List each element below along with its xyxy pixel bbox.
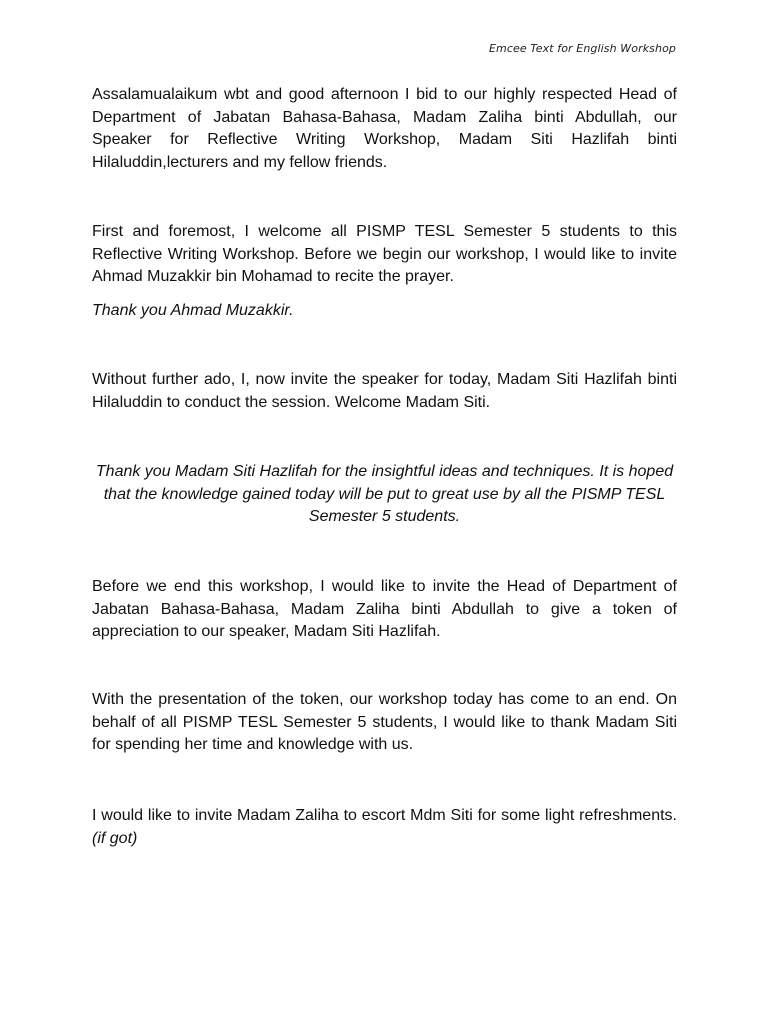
thanks-prayer-paragraph: Thank you Ahmad Muzakkir. [92,302,294,319]
invite-speaker-paragraph: Without further ado, I, now invite the speaker for today, Madam Siti Hazlifah binti Hilaluddin to conduct the session. Welcome Madam Siti. [92,371,677,411]
thanks-speaker-paragraph: Thank you Madam Siti Hazlifah for the insightful ideas and techniques. It is hoped that the knowledge gained today will be put to great use by all the PISMP TESL Semester 5 students. [95,463,674,525]
greeting-paragraph: Assalamualaikum wbt and good afternoon I bid to our highly respected Head of Department of Jabatan Bahasa-Bahasa, Madam Zaliha binti Abdullah, our Speaker for Reflective Writing Workshop, Madam Siti Hazlifah binti Hilaluddin,lecturers and my fellow friends. [92,86,677,171]
welcome-paragraph: First and foremost, I welcome all PISMP TESL Semester 5 students to this Reflective Writing Workshop. Before we begin our workshop, I would like to invite Ahmad Muzakkir bin Mohamad to recite the prayer. [92,223,677,285]
page-header: Emcee Text for English Workshop [488,42,676,55]
refreshments-paragraph [92,805,677,850]
closing-paragraph: With the presentation of the token, our workshop today has come to an end. On behalf of all PISMP TESL Semester 5 students, I would like to thank Madam Siti for spending her time and knowledge with us. [92,691,677,753]
token-paragraph: Before we end this workshop, I would like to invite the Head of Department of Jabatan Bahasa-Bahasa, Madam Zaliha binti Abdullah to give a token of appreciation to our speaker, Madam Siti Hazlifah. [92,578,677,640]
refreshments-note: (if got) [92,829,138,847]
refreshments-text: I would like to invite Madam Zaliha to escort Mdm Siti for some light refreshments. [92,807,677,824]
